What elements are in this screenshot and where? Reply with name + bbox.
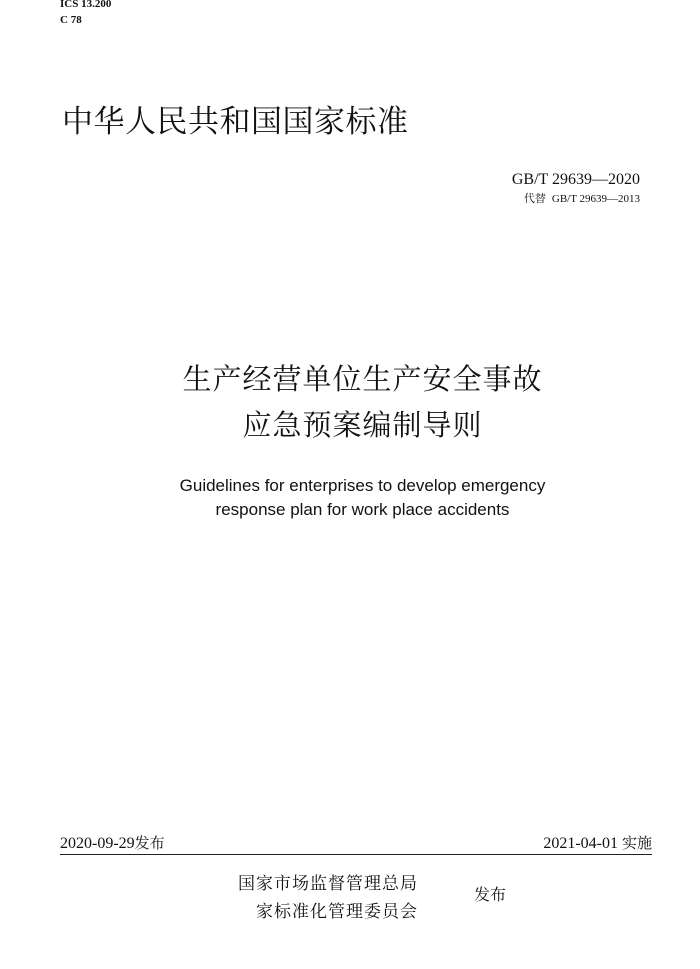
replaces-label: 代替 — [523, 192, 546, 205]
replaces-line — [524, 192, 640, 206]
issuer-line-2: 家标准化管理委员会 — [256, 902, 418, 922]
issuer-line-1: 国家市场监督管理总局 — [238, 874, 418, 894]
title-en-line-1: Guidelines for enterprises to develop emergency — [179, 476, 546, 495]
issue-action-label: 发布 — [474, 885, 507, 904]
effective-date — [543, 832, 652, 855]
title-en-line-2: response plan for work place accidents — [215, 500, 510, 519]
footer-divider — [60, 854, 652, 855]
effective-label: 实施 — [621, 834, 652, 852]
publish-date — [60, 832, 165, 855]
replaced-standard-number: GB/T 29639—2013 — [551, 193, 640, 205]
title-zh-line-1: 生产经营单位生产安全事故 — [182, 362, 543, 396]
title-zh-line-2: 应急预案编制导则 — [242, 408, 483, 442]
ics-code: ICS 13.200 — [60, 0, 112, 10]
national-standard-heading: 中华人民共和国国家标准 — [62, 104, 409, 140]
effective-date-value: 2021-04-01 — [543, 835, 618, 852]
ccs-code: C 78 — [60, 14, 82, 26]
standard-number: GB/T 29639—2020 — [511, 171, 640, 188]
publish-date-value: 2020-09-29 — [60, 835, 135, 852]
publish-label: 发布 — [134, 834, 165, 852]
